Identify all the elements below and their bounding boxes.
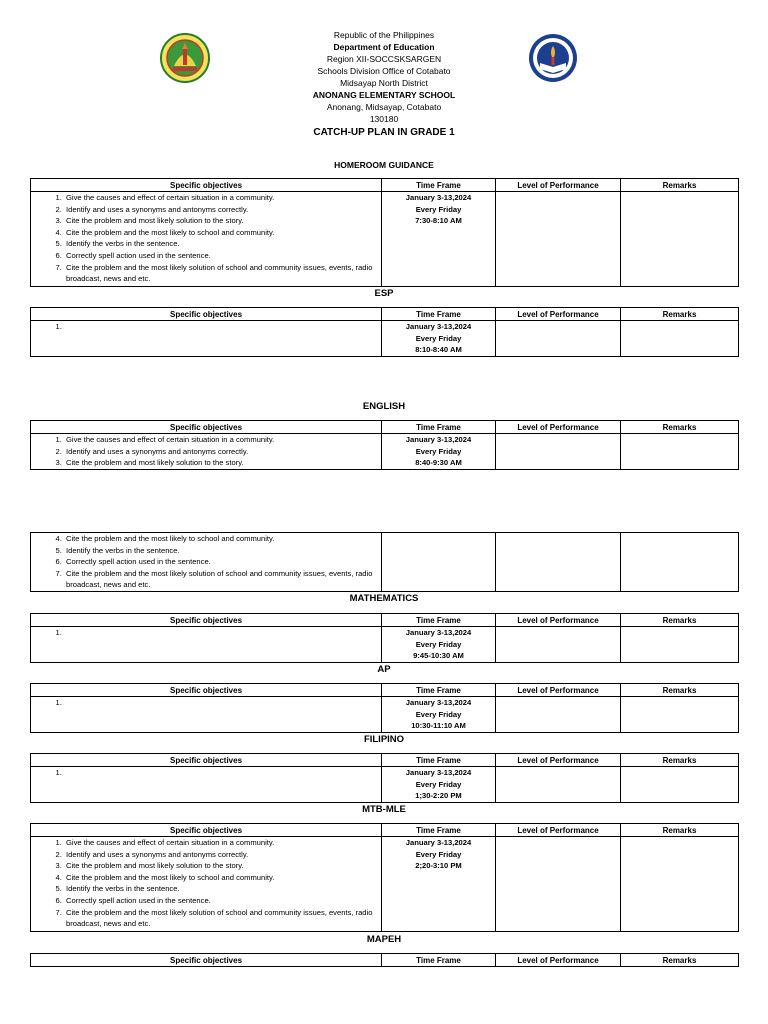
remarks-cell [621, 837, 739, 932]
list-item: 2. Identify and uses a synonyms and antonyms correctly. [64, 204, 381, 216]
objectives-cell [31, 192, 382, 287]
objectives-list [31, 533, 381, 591]
list-item: 3. Cite the problem and most likely solution to the story. [64, 457, 381, 469]
section-title-filipino: FILIPINO [363, 734, 405, 745]
column-header-time-frame: Time Frame [382, 421, 496, 434]
remarks-cell [621, 627, 739, 663]
time-frame-time: 1;30-2:20 PM [415, 791, 462, 801]
objectives-cell [31, 434, 382, 470]
table-mathematics [30, 613, 739, 663]
table-header-row [31, 954, 739, 967]
column-header-remarks: Remarks [621, 179, 739, 192]
list-item: 1. Give the causes and effect of certain situation in a community. [64, 434, 381, 446]
column-header-performance: Level of Performance [496, 421, 621, 434]
column-header-time-frame: Time Frame [382, 179, 496, 192]
column-header-objectives: Specific objectives [31, 421, 382, 434]
table-esp [30, 307, 739, 357]
header-line-district: Midsayap North District [340, 78, 428, 88]
list-item: 7. Cite the problem and the most likely solution of school and community issues, events, radio broadcast, news and etc. [64, 568, 381, 591]
section-title-mapeh: MAPEH [366, 934, 402, 945]
column-header-time-frame: Time Frame [382, 954, 496, 967]
objectives-cell [31, 837, 382, 932]
table-header-row [31, 421, 739, 434]
time-frame-cell [382, 837, 496, 932]
time-frame-date: January 3-13,2024 [405, 193, 472, 202]
remarks-cell [621, 434, 739, 470]
page-title: CATCH-UP PLAN IN GRADE 1 [313, 127, 455, 138]
remarks-cell [621, 767, 739, 803]
performance-cell [496, 434, 621, 470]
column-header-performance: Level of Performance [496, 754, 621, 767]
table-english-continued [30, 532, 739, 592]
table-header-row [31, 614, 739, 627]
table-mtb-mle [30, 823, 739, 932]
time-frame-time: 8:40-9:30 AM [415, 458, 462, 468]
objectives-cell [31, 697, 382, 733]
header-line-school: ANONANG ELEMENTARY SCHOOL [312, 90, 456, 100]
list-item: 5. Identify the verbs in the sentence. [64, 238, 381, 250]
objectives-cell [31, 321, 382, 357]
document-header [0, 29, 768, 139]
time-frame-cell [382, 767, 496, 803]
table-row [31, 767, 739, 803]
time-frame-date: January 3-13,2024 [405, 322, 472, 331]
time-frame-time: 7:30-8:10 AM [415, 216, 462, 226]
list-item [64, 767, 381, 779]
time-frame-time: 9:45-10:30 AM [413, 651, 464, 661]
table-filipino [30, 753, 739, 803]
column-header-remarks: Remarks [621, 421, 739, 434]
table-row [31, 697, 739, 733]
time-frame-cell [382, 321, 496, 357]
section-title-esp: ESP [374, 288, 394, 299]
table-header-row [31, 754, 739, 767]
list-item: 6. Correctly spell action used in the sentence. [64, 556, 381, 568]
table-row [31, 434, 739, 470]
performance-cell [496, 627, 621, 663]
time-frame-cell [382, 533, 496, 592]
column-header-performance: Level of Performance [496, 179, 621, 192]
header-line-division: Schools Division Office of Cotabato [317, 66, 451, 76]
table-row [31, 192, 739, 287]
table-english [30, 420, 739, 470]
table-row [31, 321, 739, 357]
performance-cell [496, 767, 621, 803]
objectives-list [31, 434, 381, 469]
list-item: 1. Give the causes and effect of certain situation in a community. [64, 837, 381, 849]
time-frame-day: Every Friday [415, 204, 462, 214]
table-header-row [31, 684, 739, 697]
remarks-cell [621, 533, 739, 592]
table-homeroom [30, 178, 739, 287]
column-header-performance: Level of Performance [496, 308, 621, 321]
time-frame-day: Every Friday [415, 333, 462, 343]
column-header-time-frame: Time Frame [382, 308, 496, 321]
table-ap [30, 683, 739, 733]
column-header-objectives: Specific objectives [31, 684, 382, 697]
section-title-ap: AP [377, 664, 391, 675]
table-mapeh [30, 953, 739, 967]
header-line-region: Region XII-SOCCSKSARGEN [326, 54, 442, 64]
column-header-time-frame: Time Frame [382, 754, 496, 767]
section-title-mtb-mle: MTB-MLE [362, 804, 406, 815]
list-item: 4. Cite the problem and the most likely to school and community. [64, 533, 381, 545]
column-header-remarks: Remarks [621, 308, 739, 321]
header-line-deped: Department of Education [333, 42, 435, 52]
time-frame-time: 2;20-3:10 PM [415, 861, 462, 871]
list-item [64, 321, 381, 333]
time-frame-day: Every Friday [415, 446, 462, 456]
time-frame-time: 8:10-8:40 AM [415, 345, 462, 355]
column-header-time-frame: Time Frame [382, 824, 496, 837]
performance-cell [496, 697, 621, 733]
remarks-cell [621, 321, 739, 357]
column-header-time-frame: Time Frame [382, 684, 496, 697]
remarks-cell [621, 192, 739, 287]
table-row [31, 837, 739, 932]
objectives-cell [31, 767, 382, 803]
time-frame-date: January 3-13,2024 [405, 698, 472, 707]
table-row [31, 533, 739, 592]
column-header-objectives: Specific objectives [31, 179, 382, 192]
column-header-remarks: Remarks [621, 614, 739, 627]
list-item: 4. Cite the problem and the most likely to school and community. [64, 872, 381, 884]
section-title-english: ENGLISH [362, 401, 406, 412]
time-frame-cell [382, 697, 496, 733]
column-header-objectives: Specific objectives [31, 308, 382, 321]
objectives-cell [31, 627, 382, 663]
list-item [64, 697, 381, 709]
table-header-row [31, 179, 739, 192]
list-item: 6. Correctly spell action used in the sentence. [64, 250, 381, 262]
time-frame-time: 10:30-11:10 AM [411, 721, 466, 731]
section-title-homeroom: HOMEROOM GUIDANCE [334, 160, 434, 170]
table-header-row [31, 824, 739, 837]
time-frame-day: Every Friday [415, 639, 462, 649]
list-item: 6. Correctly spell action used in the sentence. [64, 895, 381, 907]
column-header-remarks: Remarks [621, 754, 739, 767]
column-header-time-frame: Time Frame [382, 614, 496, 627]
column-header-objectives: Specific objectives [31, 824, 382, 837]
column-header-objectives: Specific objectives [31, 954, 382, 967]
column-header-objectives: Specific objectives [31, 754, 382, 767]
list-item: 7. Cite the problem and the most likely solution of school and community issues, events, radio broadcast, news and etc. [64, 262, 381, 285]
time-frame-date: January 3-13,2024 [405, 768, 472, 777]
time-frame-date: January 3-13,2024 [405, 628, 472, 637]
column-header-performance: Level of Performance [496, 824, 621, 837]
table-header-row [31, 308, 739, 321]
list-item: 5. Identify the verbs in the sentence. [64, 545, 381, 557]
performance-cell [496, 837, 621, 932]
performance-cell [496, 192, 621, 287]
column-header-remarks: Remarks [621, 954, 739, 967]
table-row [31, 627, 739, 663]
remarks-cell [621, 697, 739, 733]
column-header-performance: Level of Performance [496, 684, 621, 697]
time-frame-cell [382, 192, 496, 287]
list-item: 7. Cite the problem and the most likely solution of school and community issues, events, radio broadcast, news and etc. [64, 907, 381, 930]
list-item: 5. Identify the verbs in the sentence. [64, 883, 381, 895]
column-header-objectives: Specific objectives [31, 614, 382, 627]
column-header-performance: Level of Performance [496, 954, 621, 967]
column-header-performance: Level of Performance [496, 614, 621, 627]
list-item: 4. Cite the problem and the most likely to school and community. [64, 227, 381, 239]
list-item: 2. Identify and uses a synonyms and antonyms correctly. [64, 849, 381, 861]
time-frame-date: January 3-13,2024 [405, 838, 472, 847]
objectives-cell [31, 533, 382, 592]
time-frame-day: Every Friday [415, 779, 462, 789]
performance-cell [496, 533, 621, 592]
header-line-republic: Republic of the Philippines [333, 30, 435, 40]
time-frame-cell [382, 434, 496, 470]
time-frame-day: Every Friday [415, 709, 462, 719]
time-frame-day: Every Friday [415, 849, 462, 859]
list-item: 3. Cite the problem and most likely solution to the story. [64, 215, 381, 227]
performance-cell [496, 321, 621, 357]
list-item: 3. Cite the problem and most likely solution to the story. [64, 860, 381, 872]
list-item [64, 627, 381, 639]
list-item: 2. Identify and uses a synonyms and antonyms correctly. [64, 446, 381, 458]
time-frame-date: January 3-13,2024 [405, 435, 472, 444]
list-item: 1. Give the causes and effect of certain situation in a community. [64, 192, 381, 204]
header-line-address: Anonang, Midsayap, Cotabato [326, 102, 442, 112]
column-header-remarks: Remarks [621, 824, 739, 837]
objectives-list [31, 192, 381, 285]
column-header-remarks: Remarks [621, 684, 739, 697]
objectives-list [31, 837, 381, 930]
header-line-school-id: 130180 [369, 114, 399, 124]
time-frame-cell [382, 627, 496, 663]
section-title-mathematics: MATHEMATICS [349, 593, 419, 604]
